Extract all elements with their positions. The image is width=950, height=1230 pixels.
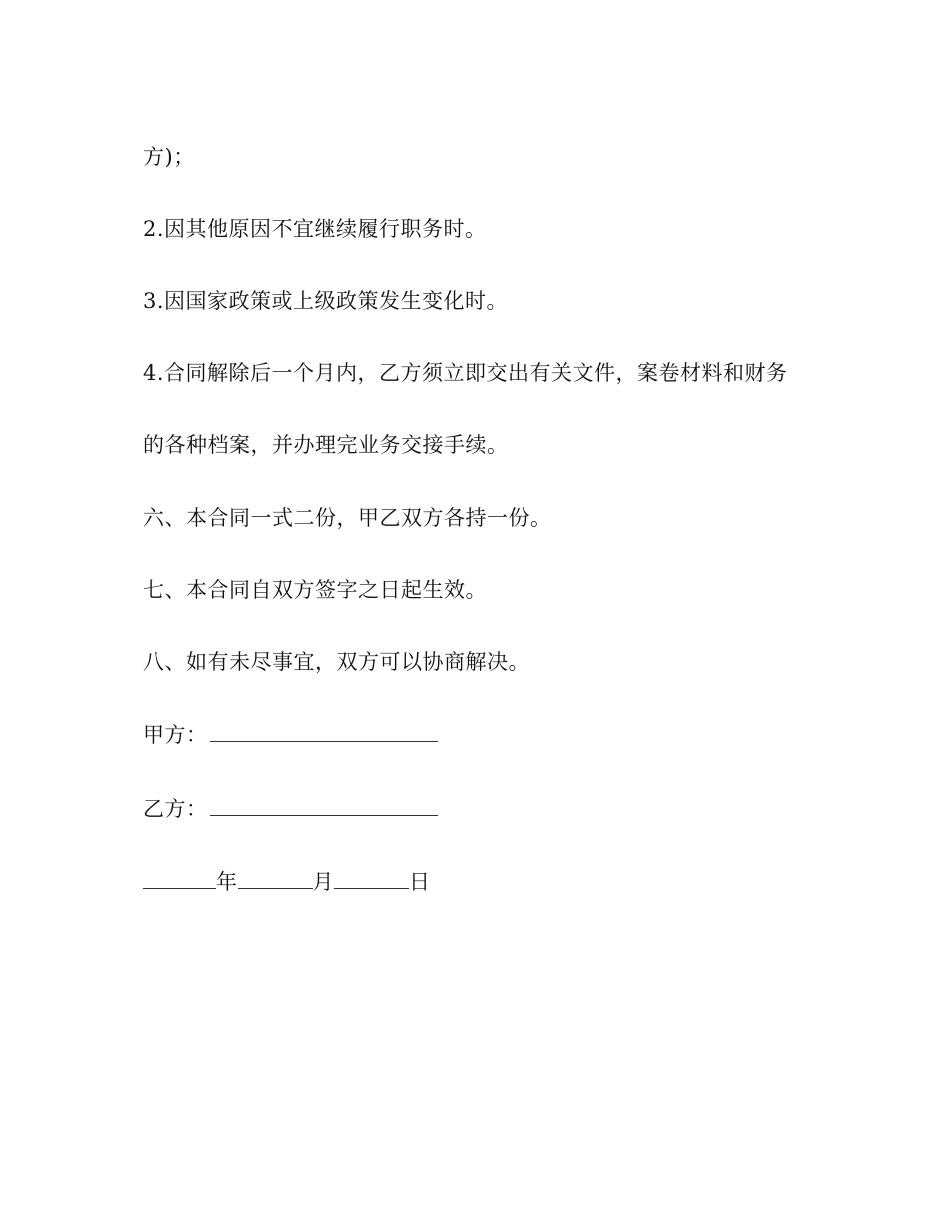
party-a-signature-blank xyxy=(210,721,438,742)
text-line-4: 4.合同解除后一个月内，乙方须立即交出有关文件，案卷材料和财务 xyxy=(143,361,788,385)
year-blank xyxy=(143,868,216,889)
party-a-signature-row xyxy=(143,721,438,749)
party-b-label: 乙方： xyxy=(143,797,208,821)
party-b-signature-blank xyxy=(210,795,438,816)
text-line-3: 3.因国家政策或上级政策发生变化时。 xyxy=(143,289,509,313)
day-blank xyxy=(334,868,409,889)
day-label: 日 xyxy=(409,870,431,894)
party-b-signature-row xyxy=(143,795,438,823)
text-line-2: 2.因其他原因不宜继续履行职务时。 xyxy=(143,217,487,241)
text-line-1: 方)； xyxy=(143,145,195,169)
date-row xyxy=(143,868,431,896)
year-label: 年 xyxy=(216,870,238,894)
text-line-7: 七、本合同自双方签字之日起生效。 xyxy=(143,578,487,602)
text-line-5: 的各种档案，并办理完业务交接手续。 xyxy=(143,433,509,457)
party-a-label: 甲方： xyxy=(143,723,208,747)
text-line-6: 六、本合同一式二份，甲乙双方各持一份。 xyxy=(143,506,552,530)
month-label: 月 xyxy=(312,870,334,894)
text-line-8: 八、如有未尽事宜，双方可以协商解决。 xyxy=(143,650,530,674)
month-blank xyxy=(238,868,313,889)
